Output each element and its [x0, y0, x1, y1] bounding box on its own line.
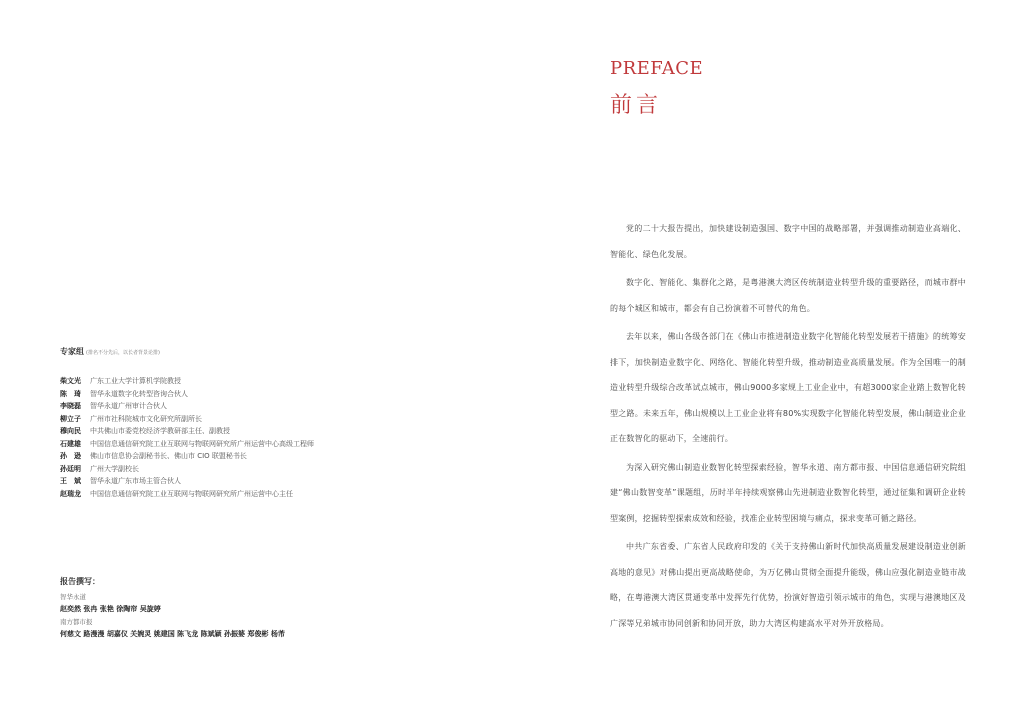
preface-paragraph: 党的二十大报告提出，加快建设制造强国、数字中国的战略部署，并强调推动制造业高端化、智能化、绿色化发展。 — [610, 224, 966, 259]
preface-paragraph: 为深入研究佛山制造业数智化转型探索经验，智华永道、南方都市报、中国信息通信研究院组建“佛山数智变革”课题组，历时半年持续观察佛山先进制造业数智化转型，通过征集和调研企业转型案例，挖掘转型探索成效和经验，找准企业转型困境与痛点，探求变革可循之路径。 — [610, 462, 966, 523]
member-name: 柳立子 — [60, 414, 81, 423]
expert-member — [60, 488, 480, 501]
expert-group-heading: 专家组 — [60, 347, 84, 356]
member-role: 智华永道广东市场主管合伙人 — [90, 477, 181, 485]
writer-names: 赵奕然 张冉 张艳 徐陶帘 吴旋婷 — [60, 605, 161, 613]
member-role: 智华永道广州审计合伙人 — [90, 402, 167, 410]
preface-paragraph: 去年以来，佛山各级各部门在《佛山市推进制造业数字化智能化转型发展若干措施》的统筹安排下，加快制造业数字化、网络化、智能化转型升级，推动制造业高质量发展。作为全国唯一的制造业转型升级综合改革试点城市，佛山9000多家规上工业企业中，有超3000家企业踏上数智化转型之路。未来五年，佛山规模以上工业企业将有80%实现数字化智能化转型发展，佛山制造业企业正在数智化的驱动下，全速前行。 — [610, 332, 966, 443]
member-name: 孙 逊 — [60, 452, 81, 460]
preface-paragraph: 中共广东省委、广东省人民政府印发的《关于支持佛山新时代加快高质量发展建设制造业创新高地的意见》对佛山提出更高战略使命，为万亿佛山贯彻全面提升能级，佛山应强化制造业链市战略，在粤港澳大湾区贯通变革中发挥先行优势，扮演好智造引领示城市的角色，实现与港澳地区及广深等兄弟城市协同创新和协同开放，助力大湾区构建高水平对外开放格局。 — [610, 542, 966, 628]
expert-member — [60, 463, 480, 476]
preface-body — [610, 216, 966, 639]
member-role: 佛山市信息协会副秘书长、佛山市 CIO 联盟秘书长 — [90, 452, 247, 460]
member-name: 穆向民 — [60, 427, 81, 435]
preface-paragraph: 数字化、智能化、集群化之路，是粤港澳大湾区传统制造业转型升级的重要路径，而城市群中的每个城区和城市，都会有自己扮演着不可替代的角色。 — [610, 278, 966, 313]
member-name: 柴文光 — [60, 377, 81, 385]
member-name: 王 斌 — [60, 477, 81, 485]
report-writers — [60, 576, 480, 641]
member-role: 中国信息通信研究院工业互联网与物联网研究所广州运营中心主任 — [90, 489, 293, 498]
expert-member — [60, 475, 480, 488]
preface-title-en: PREFACE — [610, 58, 704, 79]
member-name: 石建雄 — [60, 439, 81, 448]
expert-member — [60, 413, 480, 426]
expert-member — [60, 450, 480, 463]
report-writers-title: 报告撰写： — [60, 577, 100, 586]
writer-names: 何慈文 路漫漫 胡嘉仪 关婉灵 姚建国 陈飞龙 陈斌颖 孙振婆 郑俊彬 杨芾 — [60, 630, 285, 638]
member-name: 陈 琦 — [60, 389, 81, 398]
writer-org: 智华永道 — [60, 593, 86, 601]
expert-member — [60, 388, 480, 401]
member-role: 广州市社科院城市文化研究所副所长 — [90, 414, 202, 423]
member-name: 孙廷明 — [60, 464, 81, 473]
member-role: 广东工业大学计算机学院教授 — [90, 377, 181, 385]
member-role: 广州大学副校长 — [90, 464, 139, 473]
expert-group-note: (排名不分先后，以长者背景论排) — [86, 350, 160, 356]
expert-member — [60, 425, 480, 438]
preface-title-cn: 前言 — [610, 93, 663, 118]
writer-org: 南方都市报 — [60, 618, 93, 626]
expert-member — [60, 375, 480, 388]
expert-member — [60, 438, 480, 451]
member-name: 赵瑞龙 — [60, 489, 81, 498]
expert-group-title — [60, 346, 480, 357]
member-name: 李晓磊 — [60, 402, 81, 410]
member-role: 中国信息通信研究院工业互联网与物联网研究所广州运营中心高级工程师 — [90, 439, 314, 448]
expert-group — [60, 346, 480, 500]
member-role: 中共佛山市委党校经济学教研部主任、副教授 — [90, 427, 230, 435]
expert-member — [60, 400, 480, 413]
member-role: 智华永道数字化转型咨询合伙人 — [90, 389, 188, 398]
